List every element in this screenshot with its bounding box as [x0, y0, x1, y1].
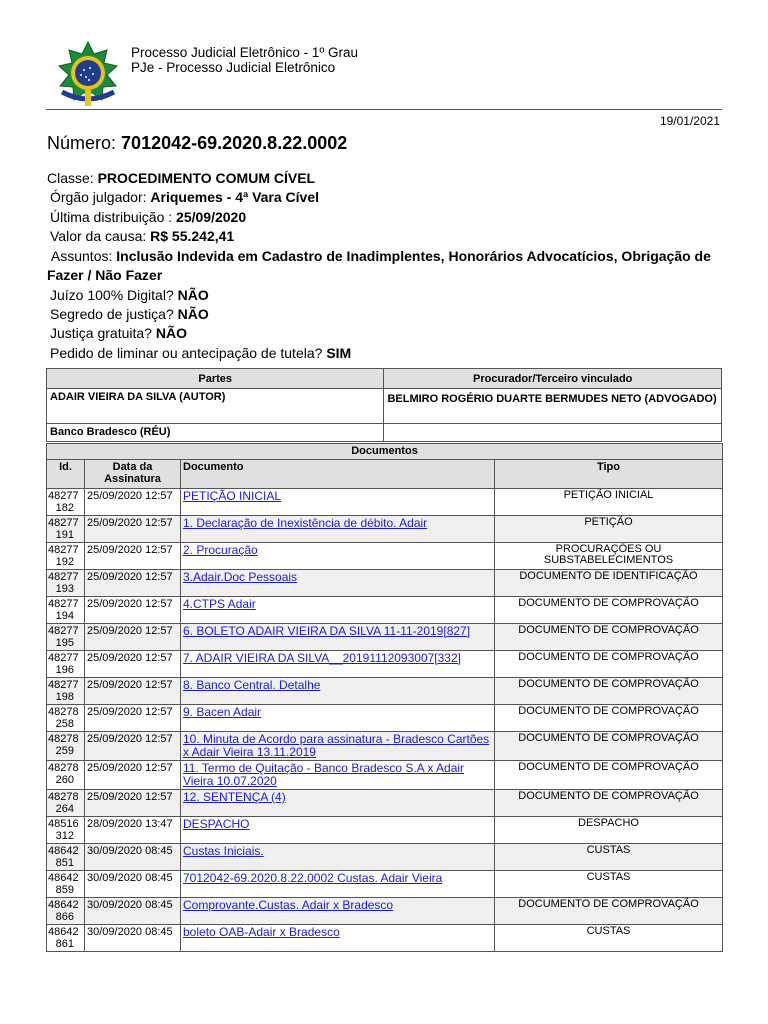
- table-row: [47, 543, 723, 570]
- doc-date: 30/09/2020 08:45: [85, 844, 181, 871]
- assuntos-field: [47, 247, 727, 284]
- doc-type: DESPACHO: [495, 817, 723, 844]
- doc-type: DOCUMENTO DE COMPROVAÇÃO: [495, 898, 723, 925]
- doc-cell: [181, 844, 495, 871]
- doc-cell: [181, 516, 495, 543]
- doc-cell: [181, 817, 495, 844]
- gratuita-label: Justiça gratuita?: [50, 325, 152, 341]
- doc-id: [47, 489, 85, 516]
- col-data: Data da Assinatura: [85, 460, 181, 489]
- doc-type: DOCUMENTO DE COMPROVAÇÃO: [495, 678, 723, 705]
- doc-id-part: 861: [55, 938, 74, 950]
- doc-date: 25/09/2020 12:57: [85, 705, 181, 732]
- doc-link[interactable]: 7. ADAIR VIEIRA DA SILVA__20191112093007[332]: [183, 651, 461, 665]
- gratuita-value: NÃO: [155, 325, 187, 341]
- doc-cell: [181, 925, 495, 952]
- doc-id-part: 48278: [48, 791, 79, 803]
- doc-id-part: 48516: [48, 818, 79, 830]
- doc-id-part: 260: [55, 774, 74, 786]
- doc-cell: [181, 678, 495, 705]
- doc-id-part: 258: [55, 718, 74, 730]
- distribuicao-value: 25/09/2020: [176, 209, 247, 225]
- valor-field: [50, 228, 234, 244]
- liminar-label: Pedido de liminar ou antecipação de tutela?: [50, 345, 323, 361]
- doc-id-part: 191: [55, 529, 74, 541]
- doc-id: [47, 761, 85, 790]
- doc-id-part: 851: [55, 857, 74, 869]
- doc-id-part: 48278: [48, 762, 79, 774]
- doc-date: 25/09/2020 12:57: [85, 489, 181, 516]
- col-procurador: Procurador/Terceiro vinculado: [384, 369, 722, 389]
- doc-type: DOCUMENTO DE COMPROVAÇÃO: [495, 597, 723, 624]
- party-row: [47, 424, 722, 442]
- doc-cell: [181, 705, 495, 732]
- doc-cell: [181, 597, 495, 624]
- doc-link[interactable]: 11. Termo de Quitação - Banco Bradesco S.A x Adair Vieira 10.07.2020: [183, 761, 465, 788]
- party-name: Banco Bradesco (RÉU): [47, 424, 384, 442]
- table-row: [47, 790, 723, 817]
- doc-id: [47, 925, 85, 952]
- doc-date: 25/09/2020 12:57: [85, 597, 181, 624]
- brazil-coat-of-arms-icon: [50, 40, 126, 108]
- doc-link[interactable]: boleto OAB-Adair x Bradesco: [183, 925, 340, 939]
- doc-cell: [181, 624, 495, 651]
- table-row: [47, 761, 723, 790]
- doc-date: 25/09/2020 12:57: [85, 678, 181, 705]
- valor-label: Valor da causa:: [50, 228, 147, 244]
- table-row: [47, 817, 723, 844]
- doc-id: [47, 790, 85, 817]
- doc-id-part: 193: [55, 583, 74, 595]
- gratuita-field: [50, 325, 187, 341]
- doc-link[interactable]: 10. Minuta de Acordo para assinatura - Bradesco Cartões x Adair Vieira 13.11.2019: [183, 732, 490, 759]
- doc-link[interactable]: 7012042-69.2020.8.22.0002 Custas. Adair Vieira: [183, 871, 443, 885]
- doc-cell: [181, 732, 495, 761]
- segredo-label: Segredo de justiça?: [50, 306, 174, 322]
- doc-cell: [181, 871, 495, 898]
- doc-date: 25/09/2020 12:57: [85, 790, 181, 817]
- distribuicao-field: [50, 209, 246, 225]
- doc-cell: [181, 651, 495, 678]
- table-row: [47, 570, 723, 597]
- doc-id-part: 312: [55, 830, 74, 842]
- doc-type: DOCUMENTO DE COMPROVAÇÃO: [495, 624, 723, 651]
- doc-link[interactable]: Comprovante.Custas. Adair x Bradesco: [183, 898, 394, 912]
- doc-cell: [181, 543, 495, 570]
- juizo-value: NÃO: [177, 287, 209, 303]
- doc-id-part: 48277: [48, 625, 79, 637]
- table-row: [47, 844, 723, 871]
- header-system-subtitle: PJe - Processo Judicial Eletrônico: [131, 60, 336, 75]
- classe-label: Classe:: [47, 170, 94, 186]
- doc-id: [47, 651, 85, 678]
- liminar-field: [50, 345, 351, 361]
- doc-id-part: 48642: [48, 845, 79, 857]
- doc-id: [47, 705, 85, 732]
- classe-value: PROCEDIMENTO COMUM CÍVEL: [97, 170, 316, 186]
- doc-id-part: 264: [55, 803, 74, 815]
- table-row: [47, 678, 723, 705]
- doc-date: 25/09/2020 12:57: [85, 732, 181, 761]
- assuntos-label: Assuntos:: [50, 248, 113, 264]
- assuntos-value: Inclusão Indevida em Cadastro de Inadimplentes, Honorários Advocatícios, Obrigação de Fazer / Não Fazer: [47, 248, 711, 283]
- table-row: [47, 489, 723, 516]
- doc-cell: [181, 898, 495, 925]
- distribuicao-label: Última distribuição :: [50, 209, 173, 225]
- doc-link[interactable]: 6. BOLETO ADAIR VIEIRA DA SILVA 11-11-2019[827]: [183, 624, 471, 638]
- doc-type: DOCUMENTO DE COMPROVAÇÃO: [495, 651, 723, 678]
- orgao-field: [50, 189, 319, 205]
- doc-type: DOCUMENTO DE IDENTIFICAÇÃO: [495, 570, 723, 597]
- header-system-name: Processo Judicial Eletrônico - 1º Grau: [131, 45, 359, 60]
- doc-link[interactable]: 2. Procuração: [183, 543, 258, 557]
- doc-cell: [181, 790, 495, 817]
- table-row: [47, 898, 723, 925]
- doc-id: [47, 624, 85, 651]
- valor-value: R$ 55.242,41: [150, 228, 235, 244]
- doc-id-part: 196: [55, 664, 74, 676]
- doc-id-part: 182: [55, 502, 74, 514]
- doc-id-part: 48642: [48, 872, 79, 884]
- parties-table: [46, 368, 722, 442]
- party-lawyer: BELMIRO ROGÉRIO DUARTE BERMUDES NETO (ADVOGADO): [384, 389, 722, 424]
- doc-id: [47, 732, 85, 761]
- doc-date: 30/09/2020 08:45: [85, 871, 181, 898]
- doc-id: [47, 678, 85, 705]
- table-row: [47, 624, 723, 651]
- doc-link[interactable]: DESPACHO: [183, 817, 250, 831]
- doc-date: 25/09/2020 12:57: [85, 516, 181, 543]
- doc-id-part: 259: [55, 745, 74, 757]
- doc-date: 28/09/2020 13:47: [85, 817, 181, 844]
- doc-type: PETIÇÃO INICIAL: [495, 489, 723, 516]
- doc-type: DOCUMENTO DE COMPROVAÇÃO: [495, 705, 723, 732]
- doc-type: DOCUMENTO DE COMPROVAÇÃO: [495, 790, 723, 817]
- process-number-value: 7012042-69.2020.8.22.0002: [121, 133, 348, 153]
- doc-id-part: 48277: [48, 517, 79, 529]
- table-row: [47, 732, 723, 761]
- table-row: [47, 925, 723, 952]
- doc-type: CUSTAS: [495, 844, 723, 871]
- doc-type: DOCUMENTO DE COMPROVAÇÃO: [495, 732, 723, 761]
- doc-cell: [181, 761, 495, 790]
- doc-type: PETIÇÃO: [495, 516, 723, 543]
- party-row: [47, 389, 722, 424]
- documents-title: Documentos: [47, 444, 723, 460]
- doc-id-part: 48277: [48, 598, 79, 610]
- orgao-value: Ariquemes - 4ª Vara Cível: [150, 189, 320, 205]
- doc-date: 30/09/2020 08:45: [85, 925, 181, 952]
- document-date: 19/01/2021: [659, 114, 720, 128]
- doc-id: [47, 543, 85, 570]
- table-row: [47, 871, 723, 898]
- doc-id-part: 48278: [48, 733, 79, 745]
- doc-id: [47, 844, 85, 871]
- orgao-label: Órgão julgador:: [50, 189, 147, 205]
- doc-id: [47, 871, 85, 898]
- col-id: Id.: [47, 460, 85, 489]
- doc-id-part: 866: [55, 911, 74, 923]
- juizo-label: Juízo 100% Digital?: [50, 287, 174, 303]
- doc-id-part: 192: [55, 556, 74, 568]
- classe-field: [47, 170, 315, 186]
- doc-id-part: 48277: [48, 652, 79, 664]
- col-tipo: Tipo: [495, 460, 723, 489]
- doc-link[interactable]: 8. Banco Central. Detalhe: [183, 678, 321, 692]
- doc-id: [47, 570, 85, 597]
- segredo-value: NÃO: [177, 306, 209, 322]
- col-partes: Partes: [47, 369, 384, 389]
- doc-cell: [181, 570, 495, 597]
- doc-id-part: 194: [55, 610, 74, 622]
- doc-id-part: 48278: [48, 706, 79, 718]
- doc-id-part: 48277: [48, 679, 79, 691]
- doc-id-part: 48642: [48, 899, 79, 911]
- doc-id-part: 198: [55, 691, 74, 703]
- doc-link[interactable]: 9. Bacen Adair: [183, 705, 262, 719]
- party-name: ADAIR VIEIRA DA SILVA (AUTOR): [47, 389, 384, 424]
- doc-type: CUSTAS: [495, 871, 723, 898]
- doc-date: 25/09/2020 12:57: [85, 624, 181, 651]
- doc-id: [47, 898, 85, 925]
- doc-date: 25/09/2020 12:57: [85, 543, 181, 570]
- segredo-field: [50, 306, 209, 322]
- doc-date: 25/09/2020 12:57: [85, 570, 181, 597]
- doc-date: 25/09/2020 12:57: [85, 761, 181, 790]
- doc-type: DOCUMENTO DE COMPROVAÇÃO: [495, 761, 723, 790]
- doc-id: [47, 516, 85, 543]
- liminar-value: SIM: [326, 345, 352, 361]
- doc-type: CUSTAS: [495, 925, 723, 952]
- doc-link[interactable]: 12. SENTENÇA (4): [183, 790, 286, 804]
- doc-type: PROCURAÇÕES OU SUBSTABELECIMENTOS: [495, 543, 723, 570]
- doc-id-part: 48277: [48, 571, 79, 583]
- doc-id-part: 195: [55, 637, 74, 649]
- doc-link[interactable]: 1. Declaração de Inexistência de débito. Adair: [183, 516, 428, 530]
- party-lawyer: [384, 424, 722, 442]
- doc-id: [47, 597, 85, 624]
- doc-cell: [181, 489, 495, 516]
- header-divider: [46, 109, 722, 110]
- doc-id-part: 48642: [48, 926, 79, 938]
- col-documento: Documento: [181, 460, 495, 489]
- process-number-label: Número:: [47, 133, 117, 153]
- doc-id-part: 48277: [48, 490, 79, 502]
- doc-date: 25/09/2020 12:57: [85, 651, 181, 678]
- table-row: [47, 597, 723, 624]
- documents-table: [46, 443, 723, 952]
- doc-link[interactable]: Custas Iniciais.: [183, 844, 264, 858]
- table-row: [47, 516, 723, 543]
- doc-link[interactable]: 3.Adair.Doc Pessoais: [183, 570, 298, 584]
- juizo-field: [50, 287, 209, 303]
- doc-id-part: 859: [55, 884, 74, 896]
- table-row: [47, 705, 723, 732]
- doc-link[interactable]: PETIÇÃO INICIAL: [183, 489, 282, 503]
- doc-date: 30/09/2020 08:45: [85, 898, 181, 925]
- doc-id: [47, 817, 85, 844]
- process-number: [47, 133, 347, 154]
- doc-link[interactable]: 4.CTPS Adair: [183, 597, 256, 611]
- doc-id-part: 48277: [48, 544, 79, 556]
- table-row: [47, 651, 723, 678]
